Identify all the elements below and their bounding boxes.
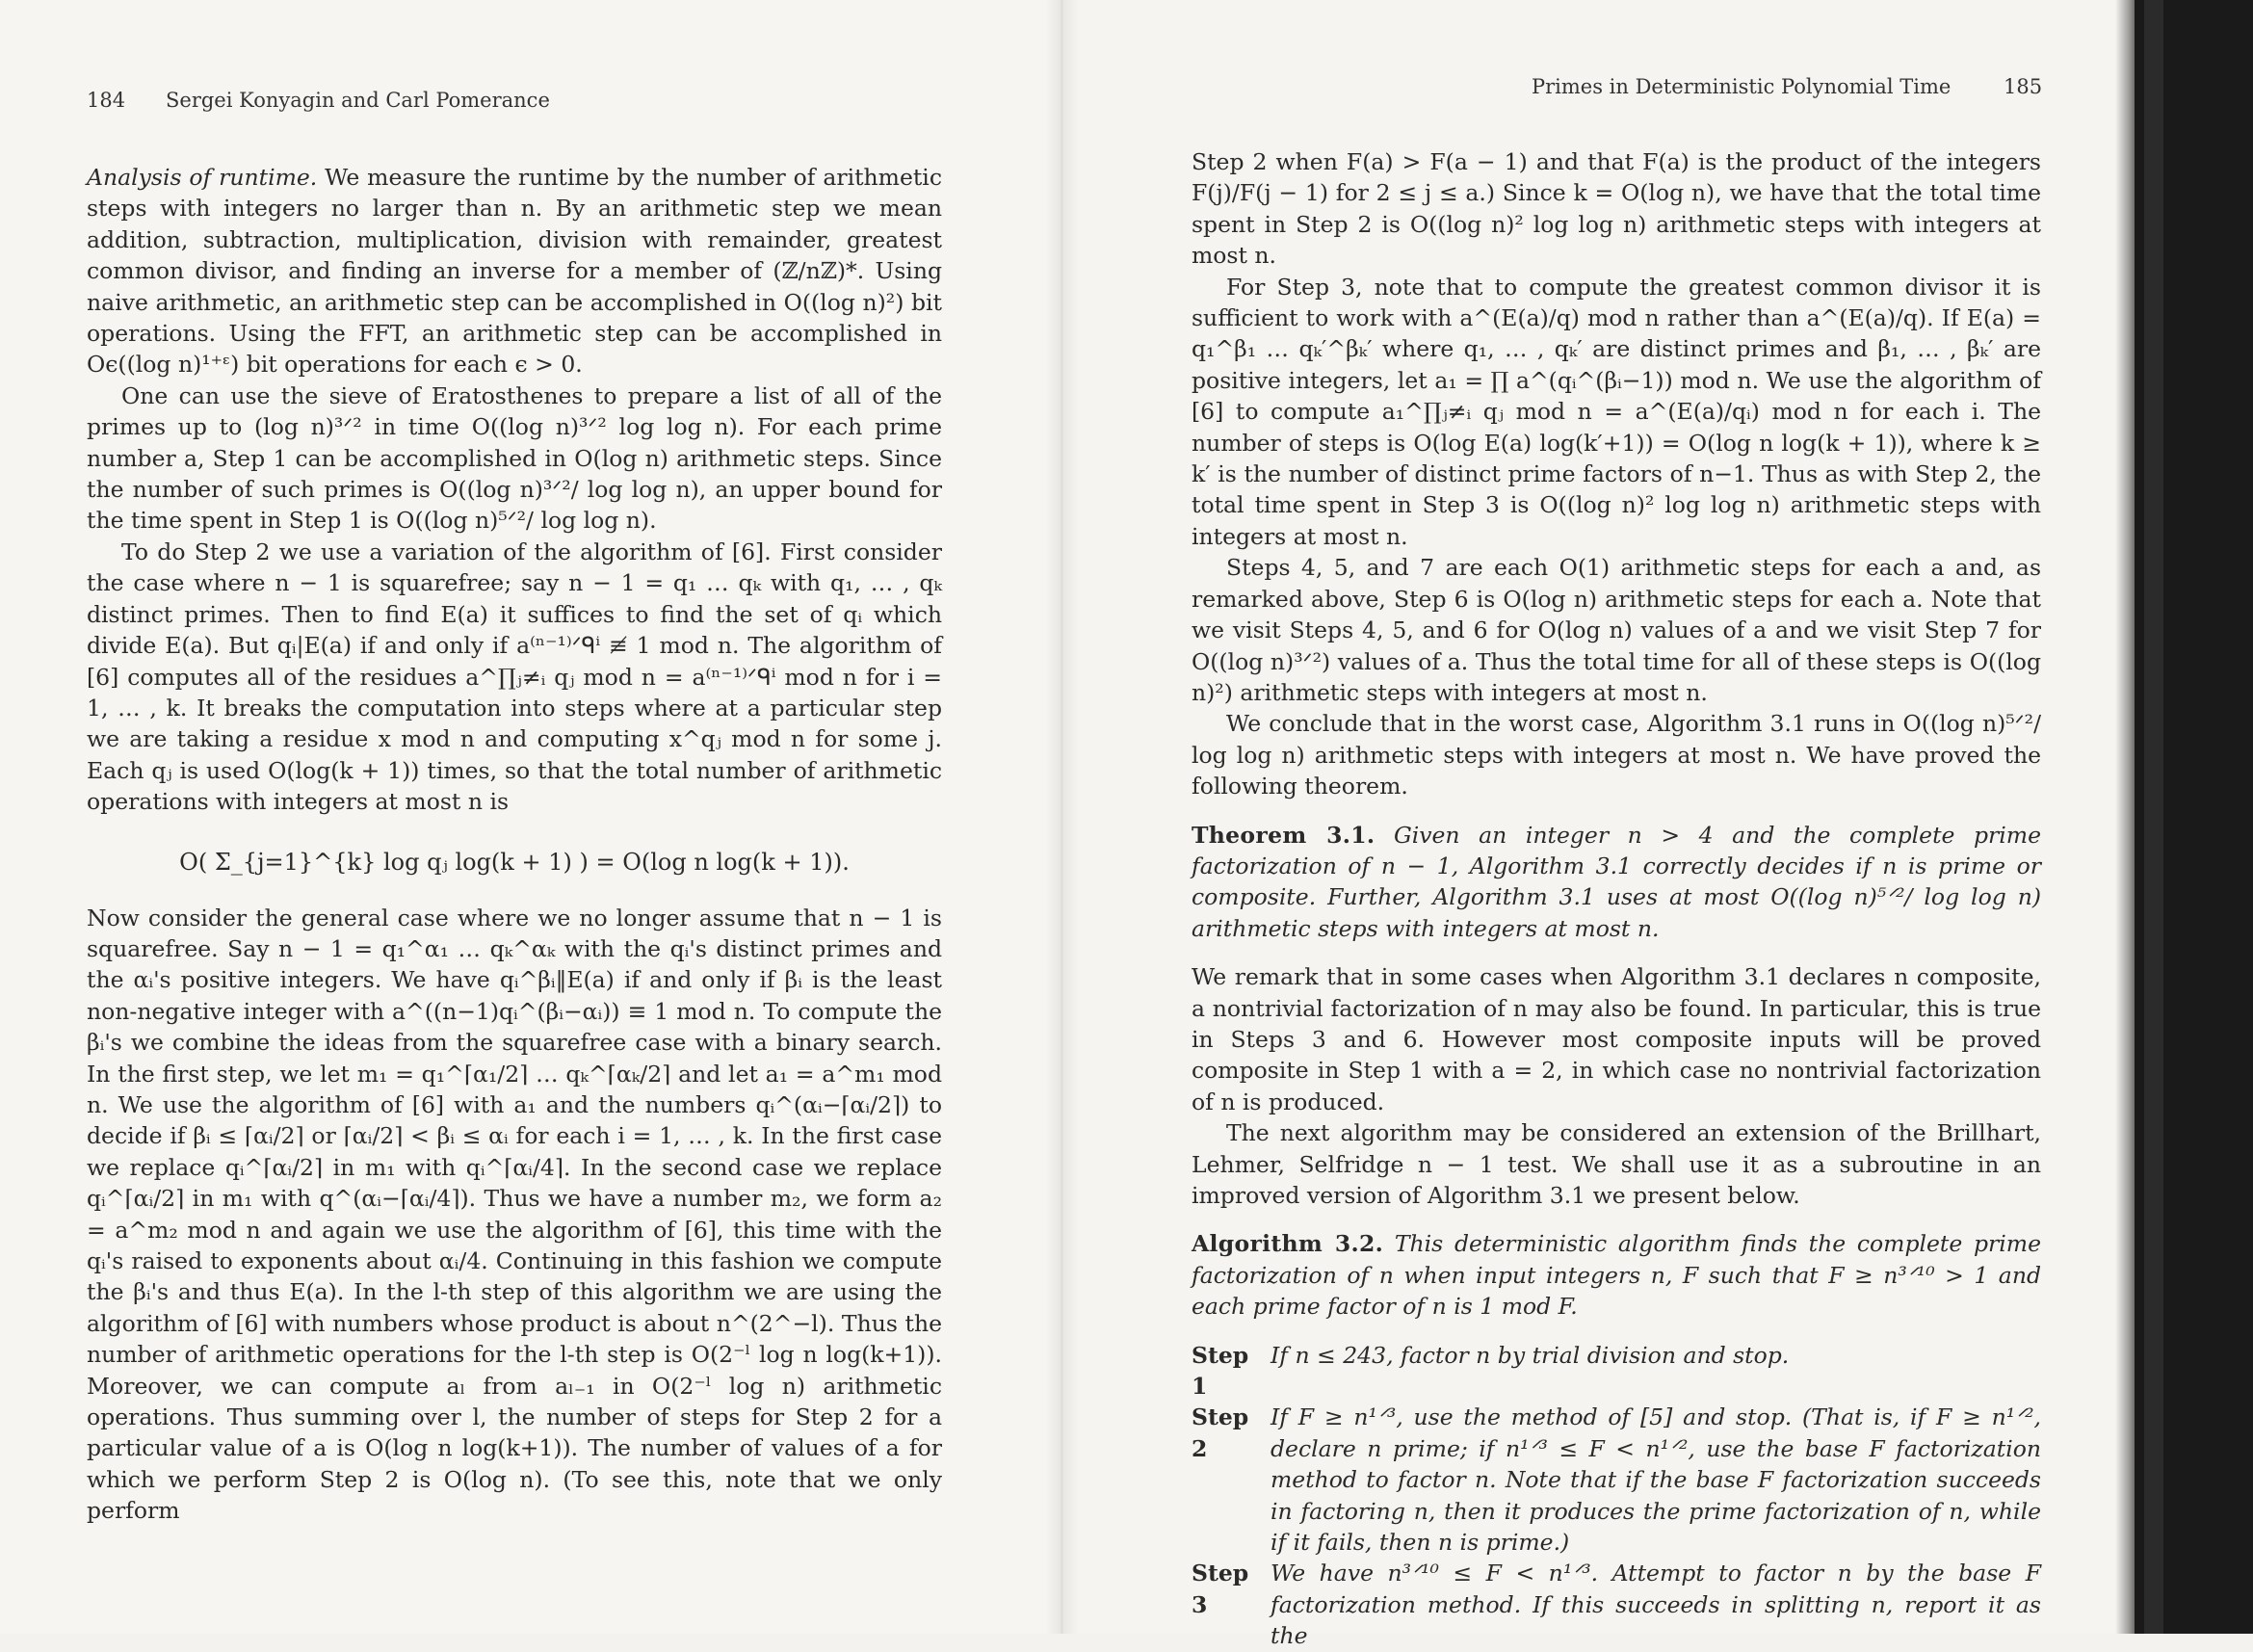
algorithm-step xyxy=(1192,1558,2041,1651)
book-gutter xyxy=(1045,0,1079,1634)
right-page-number: 185 xyxy=(2004,75,2043,98)
paragraph-next-algorithm: The next algorithm may be considered an extension of the Brillhart, Lehmer, Selfridge n − 1 test. We shall use it as a subroutine in an improved version of Algorithm 3.1 we present below. xyxy=(1192,1119,2041,1209)
algorithm-step xyxy=(1192,1340,2041,1403)
left-page-number: 184 xyxy=(87,89,126,112)
step-body: If F ≥ n¹ᐟ³, use the method of [5] and stop. (That is, if F ≥ n¹ᐟ², declare n prime; if n¹ᐟ³ ≤ F < n¹ᐟ², use the base F factorization method to factor n. Note that if the base F factorization succeeds in factoring n, then it produces the prime factorization of n, while if it fails, then n is prime.) xyxy=(1271,1403,2041,1557)
left-running-head: Sergei Konyagin and Carl Pomerance xyxy=(166,89,550,112)
underlying-page-edge xyxy=(2144,0,2163,1634)
paragraph-step2-cont: Step 2 when F(a) > F(a − 1) and that F(a) is the product of the integers F(j)/F(j − 1) for 2 ≤ j ≤ a.) Since k = O(log n), we have that the total time spent in Step 2 is O((log n)² log log n) arithmetic steps with integers at most n. xyxy=(1192,148,2041,270)
algorithm-title: Algorithm 3.2. xyxy=(1192,1230,1384,1258)
paragraph-step3: For Step 3, note that to compute the greatest common divisor it is sufficient to work with a^(E(a)/q) mod n rather than a^(E(a)/q). If E(a) = q₁^β₁ … qₖ′^βₖ′ where q₁, … , qₖ′ are distinct primes and β₁, … , βₖ′ are positive integers, let a₁ = ∏ a^(qᵢ^(βᵢ−1)) mod n. We use the algorithm of [6] to compute a₁^∏ⱼ≠ᵢ qⱼ mod n = a^(E(a)/qᵢ) mod n for each i. The number of steps is O(log E(a) log(k′+1)) = O(log n log(k + 1)), where k ≥ k′ is the number of distinct prime factors of n−1. Thus as with Step 2, the total time spent in Step 3 is O((log n)² log log n) arithmetic steps with integers at most n. xyxy=(1192,273,2041,550)
paragraph-step2: To do Step 2 we use a variation of the algorithm of [6]. First consider the case where n − 1 is squarefree; say n − 1 = q₁ … qₖ with q₁, … , qₖ distinct primes. Then to find E(a) it suffices to find the set of qᵢ which divide E(a). But qᵢ|E(a) if and only if a⁽ⁿ⁻¹⁾ᐟᑫⁱ ≢ 1 mod n. The algorithm of [6] computes all of the residues a^∏ⱼ≠ᵢ qⱼ mod n = a⁽ⁿ⁻¹⁾ᐟᑫⁱ mod n for i = 1, … , k. It breaks the computation into steps where at a particular step we are taking a residue x mod n and computing x^qⱼ mod n for some j. Each qⱼ is used O(log(k + 1)) times, so that the total number of arithmetic operations with integers at most n is xyxy=(87,538,942,816)
theorem-text: Given an integer n > 4 and the complete prime factorization of n − 1, Algorithm 3.1 correctly decides if n is prime or composite. Further, Algorithm 3.1 uses at most O((log n)⁵ᐟ²/ log log n) arithmetic steps with integers at most n. xyxy=(1192,821,2041,942)
paragraph-sieve: One can use the sieve of Eratosthenes to prepare a list of all of the primes up to (log n)³ᐟ² in time O((log n)³ᐟ² log log n). For each prime number a, Step 1 can be accomplished in O(log n) arithmetic steps. Since the number of such primes is O((log n)³ᐟ²/ log log n), an upper bound for the time spent in Step 1 is O((log n)⁵ᐟ²/ log log n). xyxy=(87,381,942,535)
theorem-3-1 xyxy=(1192,820,2041,945)
right-running-head: Primes in Deterministic Polynomial Time xyxy=(1532,75,1952,98)
right-column xyxy=(1192,146,2041,1652)
paragraph-steps-4-5-7: Steps 4, 5, and 7 are each O(1) arithmetic steps for each a and, as remarked above, Step 6 is O(log n) arithmetic steps for each a. Note that we visit Steps 4, 5, and 6 for O(log n) values of a and we visit Step 7 for O((log n)³ᐟ²) values of a. Thus the total time for all of these steps is O((log n)²) arithmetic steps with integers at most n. xyxy=(1192,554,2041,706)
step-body: If n ≤ 243, factor n by trial division and stop. xyxy=(1271,1341,1790,1369)
theorem-title: Theorem 3.1. xyxy=(1192,821,1375,849)
paragraph-conclusion: We conclude that in the worst case, Algorithm 3.1 runs in O((log n)⁵ᐟ²/ log log n) arithmetic steps with integers at most n. We have proved the following theorem. xyxy=(1192,710,2041,800)
page-edge-shadow xyxy=(2115,0,2135,1634)
algorithm-step xyxy=(1192,1402,2041,1558)
display-equation: O( Σ_{j=1}^{k} log qⱼ log(k + 1) ) = O(log n log(k + 1)). xyxy=(179,848,850,876)
paragraph-runtime xyxy=(87,162,942,380)
step-label: Step 3 xyxy=(1192,1560,1249,1618)
runtime-text: We measure the runtime by the number of arithmetic steps with integers no larger than n. By an arithmetic step we mean addition, subtraction, multiplication, division with remainder, greatest common divisor, and finding an inverse for a member of (ℤ/nℤ)*. Using naive arithmetic, an arithmetic step can be accomplished in O((log n)²) bit operations. Using the FFT, an arithmetic step can be accomplished in Oϵ((log n)¹⁺ᵋ) bit operations for each ϵ > 0. xyxy=(87,164,942,379)
step-label: Step 1 xyxy=(1192,1341,1249,1401)
runtime-lead: Analysis of runtime. xyxy=(87,164,318,191)
step-label: Step 2 xyxy=(1192,1403,1249,1462)
paragraph-remark: We remark that in some cases when Algorithm 3.1 declares n composite, a nontrivial factorization of n may also be found. In particular, this is true in Steps 3 and 6. However most composite inputs will be proved composite in Step 1 with a = 2, in which case no nontrivial factorization of n is produced. xyxy=(1192,963,2041,1115)
algorithm-text: This deterministic algorithm finds the complete prime factorization of n when input integers n, F such that F ≥ n³ᐟ¹⁰ > 1 and each prime factor of n is 1 mod F. xyxy=(1192,1230,2041,1321)
step-body: We have n³ᐟ¹⁰ ≤ F < n¹ᐟ³. Attempt to factor n by the base F factorization method. If this succeeds in splitting n, report it as the xyxy=(1271,1560,2041,1650)
left-column xyxy=(87,162,942,1527)
algorithm-3-2 xyxy=(1192,1228,2041,1322)
paragraph-general-case: Now consider the general case where we no longer assume that n − 1 is squarefree. Say n − 1 = q₁^α₁ … qₖ^αₖ with the qᵢ's distinct primes and the αᵢ's positive integers. We have qᵢ^βᵢ‖E(a) if and only if βᵢ is the least non-negative integer with a^((n−1)qᵢ^(βᵢ−αᵢ)) ≡ 1 mod n. To compute the βᵢ's we combine the ideas from the squarefree case with a binary search. In the first step, we let m₁ = q₁^⌈α₁/2⌉ … qₖ^⌈αₖ/2⌉ and let a₁ = a^m₁ mod n. We use the algorithm of [6] with a₁ and the numbers qᵢ^(αᵢ−⌈αᵢ/2⌉) to decide if βᵢ ≤ ⌈αᵢ/2⌉ or ⌈αᵢ/2⌉ < βᵢ ≤ αᵢ for each i = 1, … , k. In the first case we replace qᵢ^⌈αᵢ/2⌉ in m₁ with qᵢ^⌈αᵢ/4⌉. In the second case we replace qᵢ^⌈αᵢ/2⌉ in m₁ with q^(αᵢ−⌈αᵢ/4⌉). Thus we have a number m₂, we form a₂ = a^m₂ mod n and again we use the algorithm of [6], this time with the qᵢ's raised to exponents about αᵢ/4. Continuing in this fashion we compute the βᵢ's and thus E(a). In the l-th step of this algorithm we are using the algorithm of [6] with numbers whose product is about n^(2^−l). Thus the number of arithmetic operations for the l-th step is O(2⁻ˡ log n log(k+1)). Moreover, we can compute aₗ from aₗ₋₁ in O(2⁻ˡ log n) arithmetic operations. Thus summing over l, the number of steps for Step 2 for a particular value of a is O(log n log(k+1)). The number of values of a for which we perform Step 2 is O(log n). (To see this, note that we only perform xyxy=(87,904,942,1525)
